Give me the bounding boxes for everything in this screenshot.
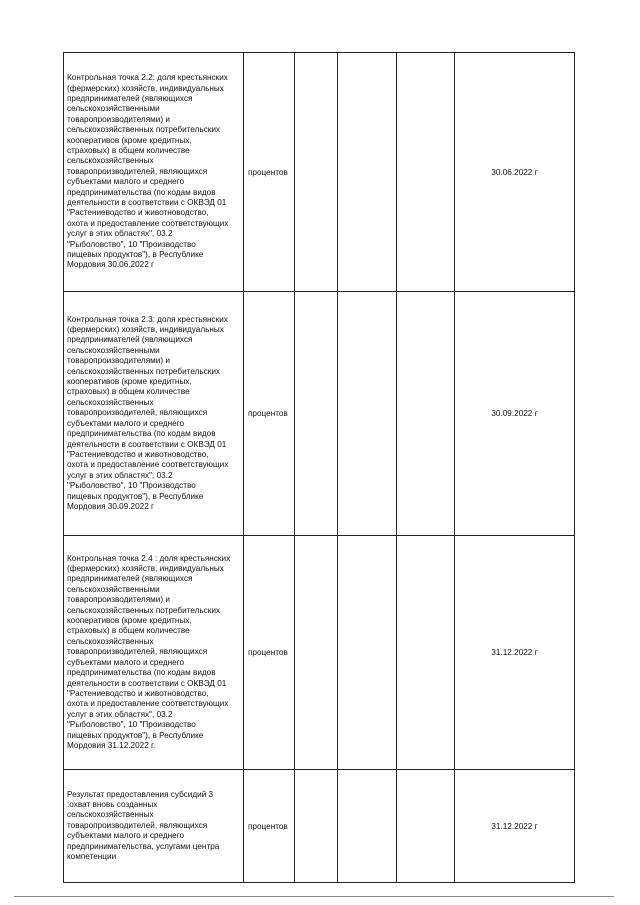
empty-cell [338, 292, 397, 536]
date-text: 30.06.2022 г [491, 167, 538, 177]
empty-cell [295, 292, 338, 536]
description-text: Контрольная точка 2.4 : доля крестьянских (фермерских) хозяйств, индивидуальных предпринимателей (являющихся сельскохозяйственными товаропроизводителями) и сельскохозяйственных потребительских кооперативов (кроме кредитных, страховых) в общем количестве сельскохозяйственных товаропроизводителей, являющихся субъектами малого и среднего предпринимательства (по кодам видов деятельности в соответствии с ОКВЭД 01 "Растениеводство и животноводство, охота и предоставление соответствующих услуг в этих областях", 03.2 "Рыболовство", 10 "Производство пищевых продуктов"), в Республике Мордовия 31.12.2022 г. [67, 553, 231, 750]
unit-cell [244, 53, 295, 292]
description-cell [64, 536, 244, 770]
table-row [64, 536, 575, 770]
description-text: Контрольная точка 2.3: доля крестьянских (фермерских) хозяйств, индивидуальных предпринимателей (являющихся сельскохозяйственными товаропроизводителями) и сельскохозяйственных потребительских кооперативов (кроме кредитных, страховых) в общем количестве сельскохозяйственных товаропроизводителей, являющихся субъектами малого и среднего предпринимательства (по кодам видов деятельности в соответствии с ОКВЭД 01 "Растениеводство и животноводство, охота и предоставление соответствующих услуг в этих областях", 03.2 "Рыболовство", 10 "Производство пищевых продуктов"), в Республике Мордовия 30.09.2022 г [67, 314, 229, 511]
page-bottom-rule [14, 896, 614, 897]
unit-cell [244, 770, 295, 883]
table-row [64, 292, 575, 536]
empty-cell [338, 536, 397, 770]
unit-text: процентов [248, 821, 288, 831]
date-cell [455, 292, 575, 536]
unit-text: процентов [248, 167, 288, 177]
date-text: 31.12.2022 г [491, 821, 538, 831]
unit-cell [244, 292, 295, 536]
description-text: Контрольная точка 2.2: доля крестьянских (фермерских) хозяйств, индивидуальных предпринимателей (являющихся сельскохозяйственными товаропроизводителями) и сельскохозяйственных потребительских кооперативов (кроме кредитных, страховых) в общем количестве сельскохозяйственных товаропроизводителей, являющихся субъектами малого и среднего предпринимательства (по кодам видов деятельности в соответствии с ОКВЭД 01 "Растениеводство и животноводство, охота и предоставление соответствующих услуг в этих областях", 03.2 "Рыболовство", 10 "Производство пищевых продуктов"), в Республике Мордовия 30.06.2022 г [67, 73, 229, 270]
empty-cell [295, 53, 338, 292]
unit-text: процентов [248, 648, 288, 657]
date-text: 30.09.2022 г [491, 409, 538, 418]
empty-cell [397, 536, 455, 770]
date-cell [455, 770, 575, 883]
description-cell [64, 53, 244, 292]
empty-cell [397, 770, 455, 883]
unit-text: процентов [248, 409, 288, 418]
table-row [64, 770, 575, 883]
empty-cell [295, 536, 338, 770]
description-cell [64, 292, 244, 536]
date-cell [455, 536, 575, 770]
description-text: Результат предоставления субсидий 3 :охват вновь созданных сельскохозяйственных товаропроизводителей, являющихся субъектами малого и среднего предпринимательства, услугами центра компетенции [67, 789, 220, 862]
empty-cell [295, 770, 338, 883]
table-row [64, 53, 575, 292]
empty-cell [397, 292, 455, 536]
date-cell [455, 53, 575, 292]
description-cell [64, 770, 244, 883]
empty-cell [338, 53, 397, 292]
unit-cell [244, 536, 295, 770]
empty-cell [338, 770, 397, 883]
date-text: 31.12.2022 г [491, 648, 538, 657]
control-points-table [63, 52, 575, 883]
empty-cell [397, 53, 455, 292]
